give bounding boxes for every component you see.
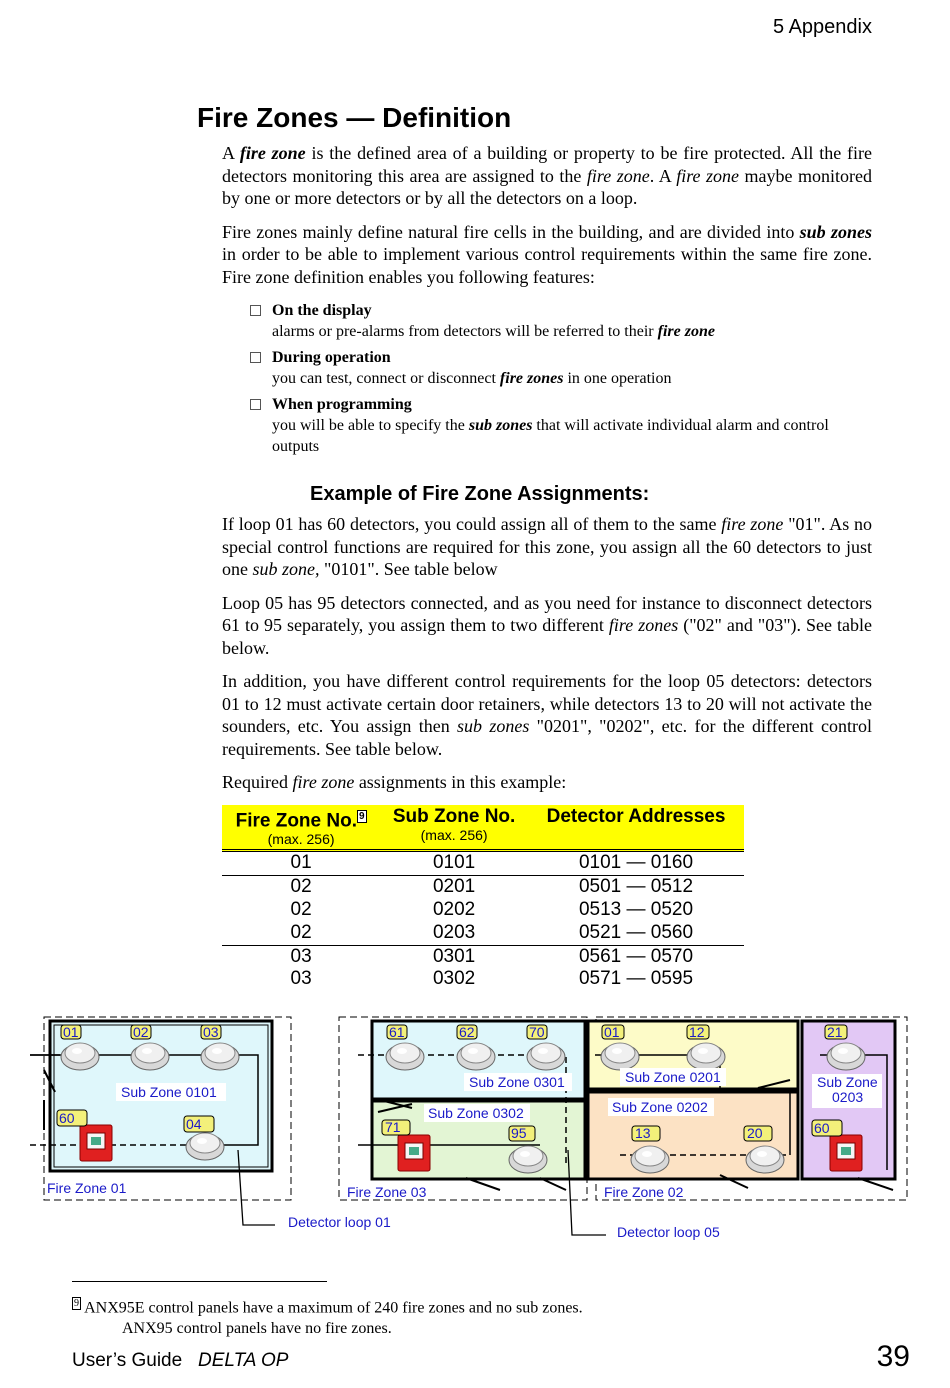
loop-label: Detector loop 01: [288, 1214, 391, 1230]
device-number: 02: [133, 1024, 149, 1040]
fire-zone-label: Fire Zone 02: [604, 1184, 684, 1200]
table-row: 02 0201 0501 — 0512: [222, 876, 744, 899]
example-paragraph-1: If loop 01 has 60 detectors, you could assign all of them to the same fire zone "01". As no special control functions are required for this zone, you assign all the 60 detectors to just one sub zone, "0101". See table below: [222, 514, 872, 579]
device-number: 61: [389, 1024, 405, 1040]
device-number: 01: [63, 1024, 79, 1040]
device-number: 01: [604, 1024, 620, 1040]
device-number: 60: [59, 1110, 75, 1126]
device-number: 21: [827, 1024, 843, 1040]
fire-zone-label: Fire Zone 03: [347, 1184, 427, 1200]
table-row: 03 0301 0561 — 0570: [222, 945, 744, 968]
loop-label: Detector loop 05: [617, 1224, 720, 1240]
device-number: 71: [385, 1119, 401, 1135]
chapter-header: 5 Appendix: [773, 16, 872, 38]
sub-zone-label: Sub Zone 0202: [612, 1099, 708, 1115]
example-paragraph-4: Required fire zone assignments in this example:: [222, 772, 567, 792]
device-number: 03: [203, 1024, 219, 1040]
table-header-row: [222, 805, 744, 851]
example-paragraph-3: In addition, you have different control requirements for the loop 05 detectors: detectors 01 to 12 must activate certain door retainers, while detectors 13 to 20 will not activate the sounders, etc. You assign then sub zones "0201", "0202", etc. for the different control requirements. See table below.: [222, 671, 872, 759]
table-row: 02 0203 0521 — 0560: [290, 921, 694, 943]
feature-item-display: On the display alarms or pre-alarms from detectors will be referred to their fire zone: [248, 300, 868, 342]
sub-zone-label: Sub Zone 0201: [625, 1069, 721, 1085]
page-footer: User’s Guide DELTA OP: [72, 1350, 289, 1371]
table-row: 01 0101 0101 — 0160: [290, 852, 694, 874]
header-detector-addresses: Detector Addresses: [528, 805, 744, 851]
checkbox-bullet-icon: [250, 399, 261, 410]
table-row: 03 0302 0571 — 0595: [290, 968, 694, 990]
checkbox-bullet-icon: [250, 352, 261, 363]
device-number: 70: [529, 1024, 545, 1040]
example-paragraph-2: Loop 05 has 95 detectors connected, and as you need for instance to disconnect detectors 61 to 95 separately, you assign them to two different fire zones ("02" and "03"). See table below.: [222, 592, 873, 658]
intro-paragraph-1: A fire zone is the defined area of a building or property to be fire protected. All the fire detectors monitoring this area are assigned to the fire zone. A fire zone maybe monitored by one or more detectors or by all the detectors on a loop.: [222, 143, 873, 208]
feature-list: [248, 300, 868, 462]
intro-paragraphs: [222, 142, 872, 288]
device-number: 62: [459, 1024, 475, 1040]
page-title: Fire Zones — Definition: [197, 102, 512, 133]
sub-zone-label: Sub Zone 0101: [121, 1084, 217, 1100]
example-heading: Example of Fire Zone Assignments:: [310, 483, 650, 505]
page-number: 39: [876, 1340, 910, 1373]
fire-zone-diagram: [0, 1005, 950, 1255]
device-number: 95: [511, 1125, 527, 1141]
feature-item-operation: During operation you can test, connect or disconnect fire zones in one operation: [248, 347, 868, 389]
device-number: 12: [689, 1024, 705, 1040]
sub-zone-label: Sub Zone 0301: [469, 1074, 565, 1090]
sub-zone-label: Sub Zone 0302: [428, 1105, 524, 1121]
sub-zone-label: 0203: [832, 1089, 864, 1105]
footnote: $^9$ ANX95E control panels have a maximum of 240 fire zones and no sub zones. ANX95 control panels have no fire zones.: [74, 1298, 583, 1338]
example-paragraphs: [222, 513, 872, 794]
device-number: 60: [814, 1120, 830, 1136]
footnote-marker: 9: [74, 1298, 79, 1309]
table-row: 02 0202 0513 — 0520: [290, 898, 694, 920]
header-sub-zone: Sub Zone No. (max. 256): [380, 805, 528, 851]
feature-item-programming: When programming you will be able to specify the sub zones that will activate individual alarm and control outputs: [248, 394, 868, 457]
device-number: 04: [186, 1116, 202, 1132]
intro-paragraph-2: Fire zones mainly define natural fire cells in the building, and are divided into sub zones in order to be able to implement various control requirements within the same fire zone. Fire zone definition enables you following features:: [222, 221, 872, 287]
device-number: 13: [635, 1125, 651, 1141]
footnote-ref[interactable]: 9: [359, 811, 365, 822]
footnote-separator: [72, 1281, 327, 1282]
fire-zone-label: Fire Zone 01: [47, 1180, 127, 1196]
sub-zone-label: Sub Zone: [817, 1074, 878, 1090]
zone-assignment-table: [222, 805, 744, 991]
device-number: 20: [747, 1125, 763, 1141]
checkbox-bullet-icon: [250, 305, 261, 316]
header-fire-zone: Fire Zone No. $^9$ (max. 256): [222, 805, 380, 851]
